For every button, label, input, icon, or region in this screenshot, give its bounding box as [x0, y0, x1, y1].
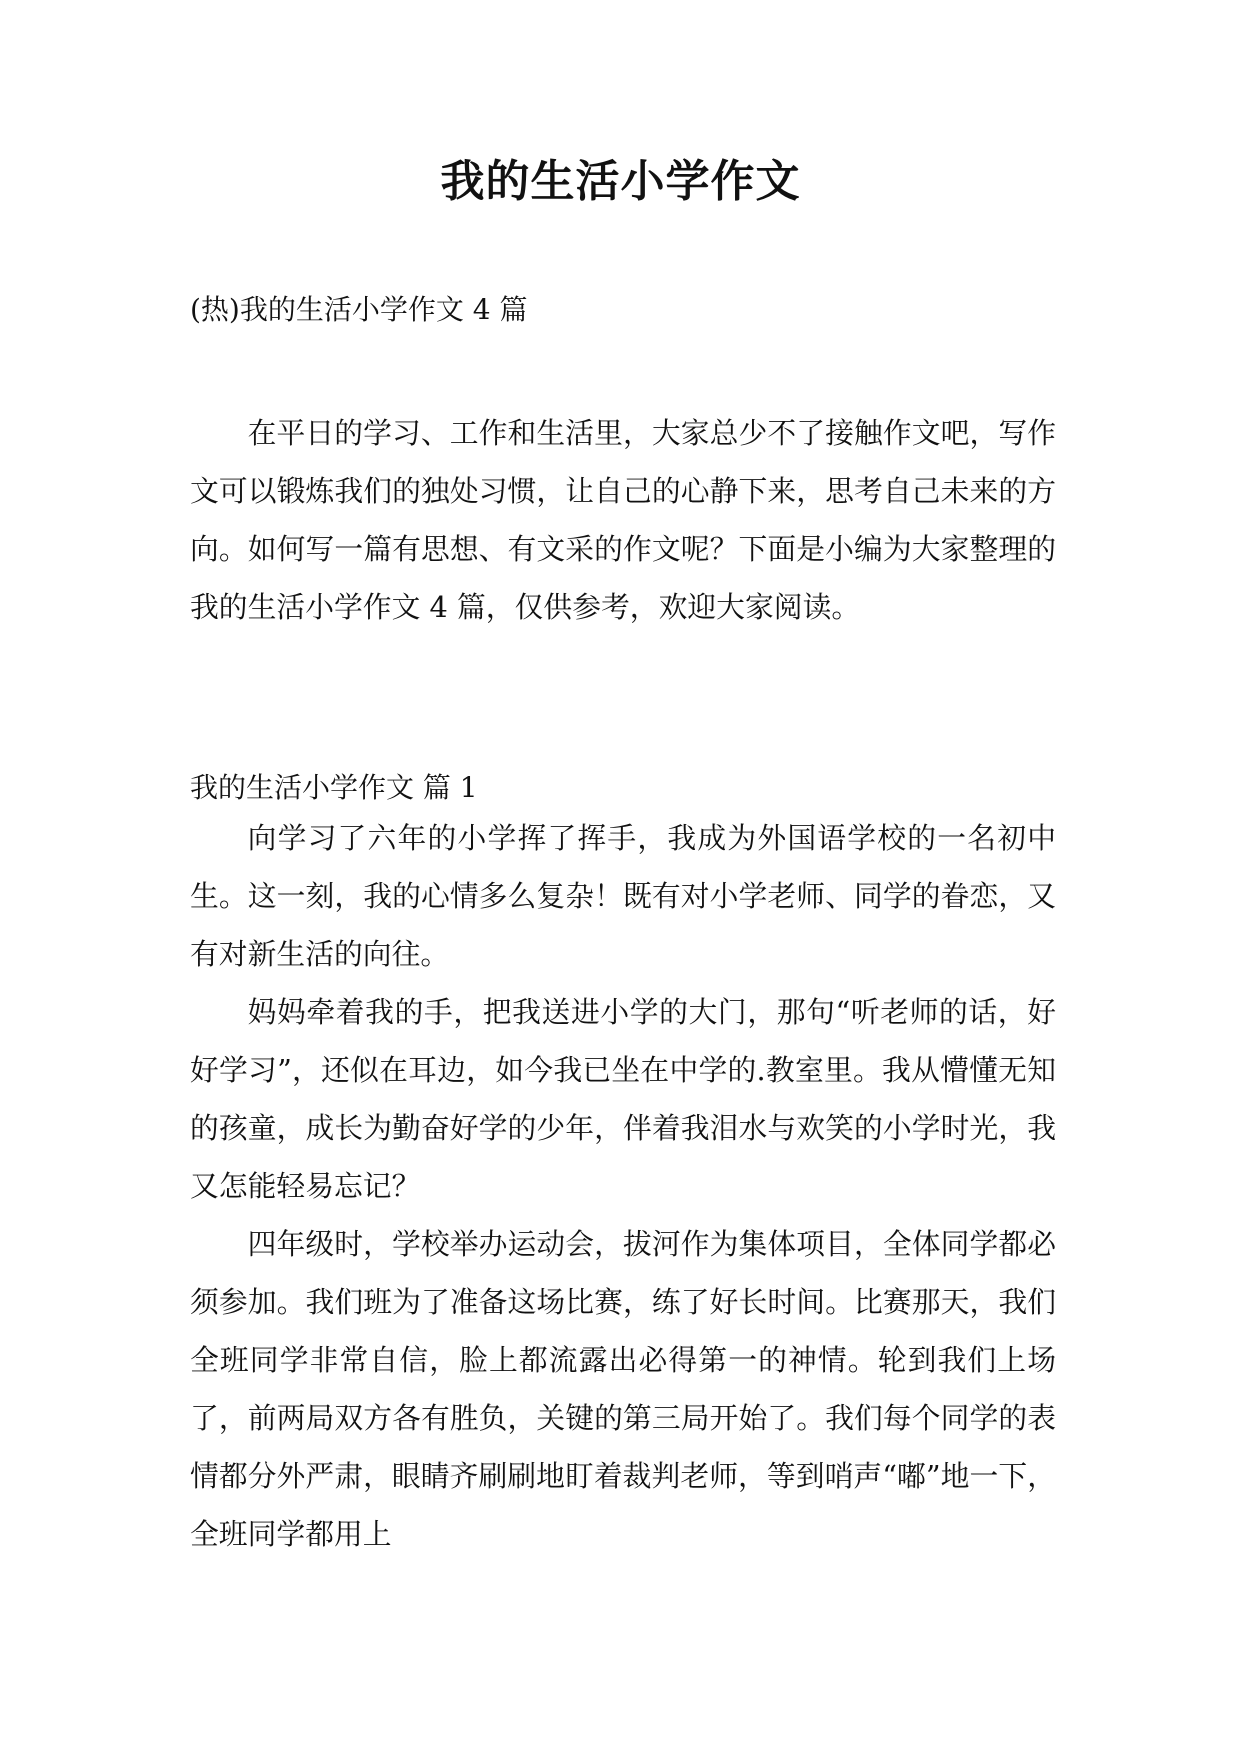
essay-body	[190, 809, 1056, 1563]
essay-paragraph: 向学习了六年的小学挥了挥手，我成为外国语学校的一名初中生。这一刻，我的心情多么复杂！既有对小学老师、同学的眷恋，又有对新生活的向往。	[190, 821, 1056, 971]
section-heading: 我的生活小学作文 篇 1	[190, 771, 478, 804]
essay-paragraph: 妈妈牵着我的手，把我送进小学的大门，那句“听老师的话，好好学习”，还似在耳边，如今我已坐在中学的.教室里。我从懵懂无知的孩童，成长为勤奋好学的少年，伴着我泪水与欢笑的小学时光，我又怎能轻易忘记？	[190, 995, 1056, 1203]
intro-section	[190, 404, 1056, 636]
essay-paragraph: 四年级时，学校举办运动会，拔河作为集体项目，全体同学都必须参加。我们班为了准备这场比赛，练了好长时间。比赛那天，我们全班同学非常自信，脸上都流露出必得第一的神情。轮到我们上场了，前两局双方各有胜负，关键的第三局开始了。我们每个同学的表情都分外严肃，眼睛齐刷刷地盯着裁判老师，等到哨声“嘟”地一下，全班同学都用上	[190, 1227, 1056, 1551]
document-subtitle: (热)我的生活小学作文 4 篇	[190, 293, 528, 326]
intro-paragraph: 在平日的学习、工作和生活里，大家总少不了接触作文吧，写作文可以锻炼我们的独处习惯，让自己的心静下来，思考自己未来的方向。如何写一篇有思想、有文采的作文呢？下面是小编为大家整理的我的生活小学作文 4 篇，仅供参考，欢迎大家阅读。	[190, 416, 1056, 624]
page-title: 我的生活小学作文	[440, 156, 801, 207]
